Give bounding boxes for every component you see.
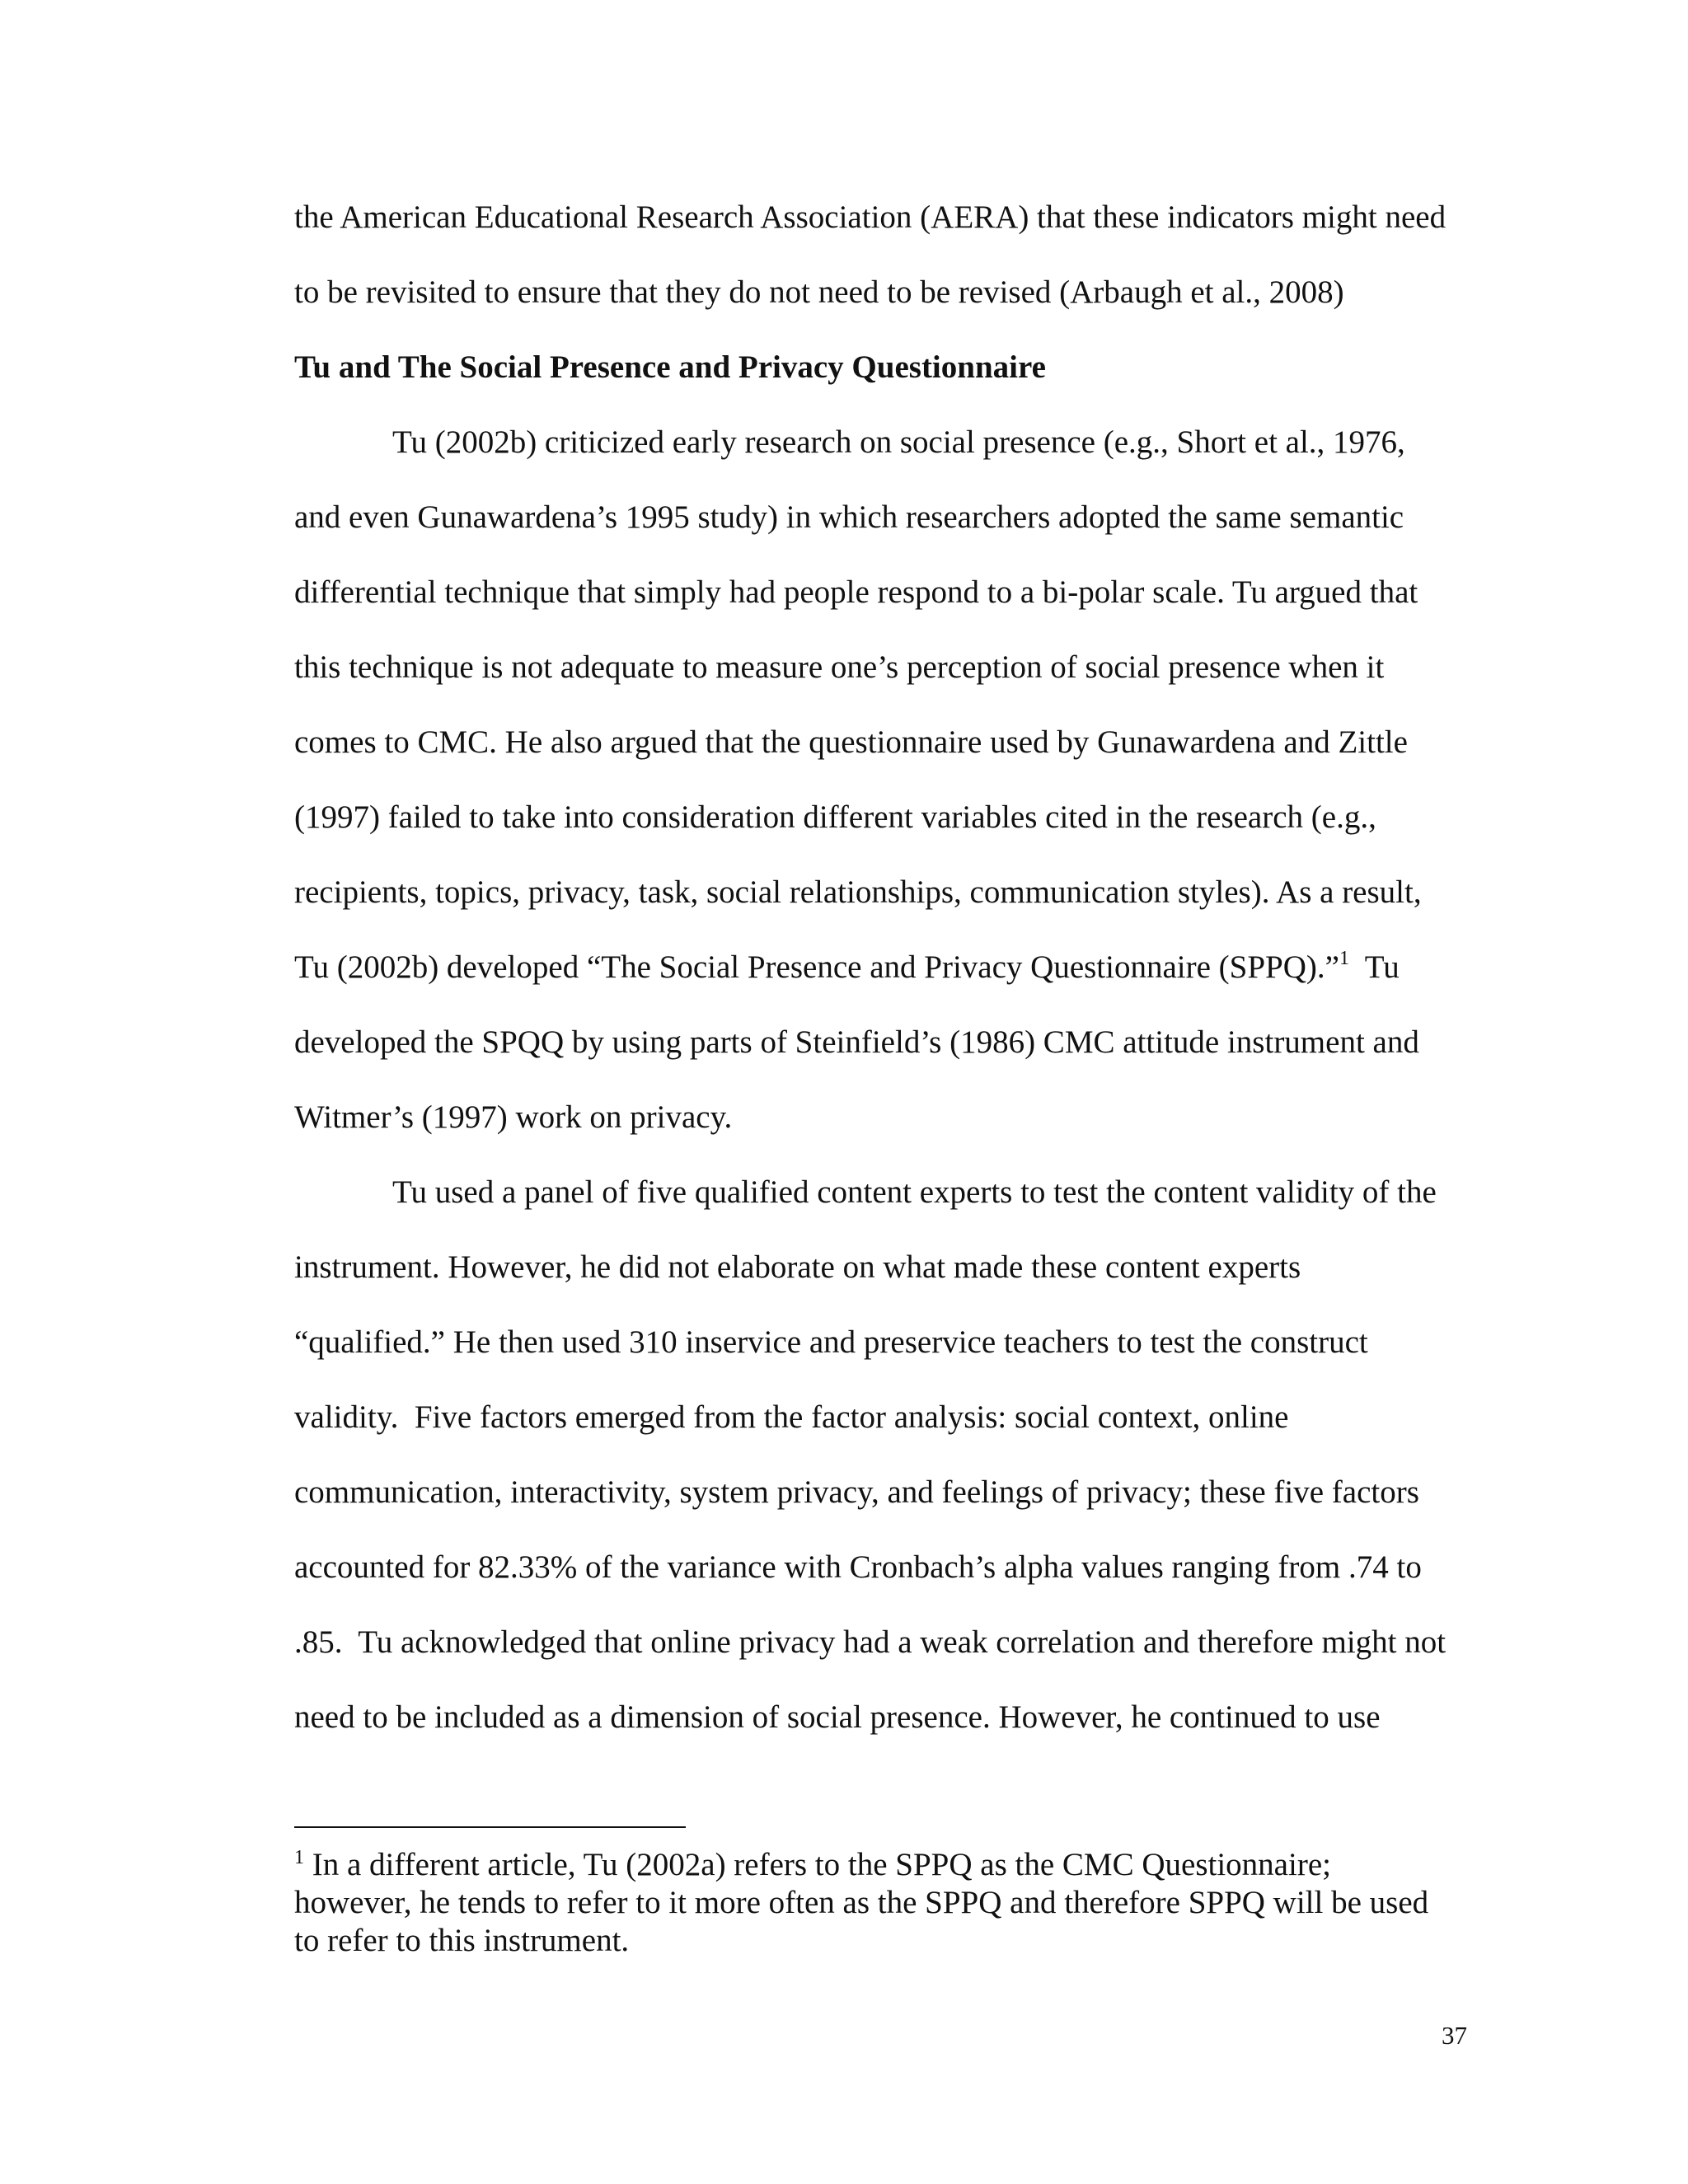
text-line: the American Educational Research Association (AERA) that these indicators might need <box>294 199 1447 235</box>
text-line: this technique is not adequate to measure one’s perception of social presence when it <box>294 649 1385 685</box>
text-segment: Tu (2002b) developed “The Social Presence and Privacy Questionnaire (SPPQ).” <box>294 949 1339 985</box>
text-line: recipients, topics, privacy, task, social relationships, communication styles). As a result, <box>294 874 1422 910</box>
footnote-divider <box>294 1826 686 1828</box>
text-line: communication, interactivity, system privacy, and feelings of privacy; these five factors <box>294 1474 1419 1510</box>
text-line: developed the SPQQ by using parts of Steinfield’s (1986) CMC attitude instrument and <box>294 1024 1419 1060</box>
text-line: differential technique that simply had people respond to a bi-polar scale. Tu argued that <box>294 574 1418 610</box>
footnote-marker: 1 <box>294 1847 304 1868</box>
footnote-text: In a different article, Tu (2002a) refers to the SPPQ as the CMC Questionnaire; <box>304 1847 1331 1882</box>
text-line: and even Gunawardena’s 1995 study) in which researchers adopted the same semantic <box>294 499 1404 535</box>
text-line: accounted for 82.33% of the variance with Cronbach’s alpha values ranging from .74 to <box>294 1549 1422 1585</box>
text-line: Witmer’s (1997) work on privacy. <box>294 1099 733 1135</box>
text-line: “qualified.” He then used 310 inservice and preservice teachers to test the construct <box>294 1324 1368 1360</box>
footnote-line <box>294 1846 1481 1884</box>
text-line-with-footnote <box>294 930 1481 1005</box>
text-line: need to be included as a dimension of social presence. However, he continued to use <box>294 1699 1381 1735</box>
text-line: instrument. However, he did not elaborate on what made these content experts <box>294 1249 1301 1285</box>
text-segment: Tu <box>1348 949 1400 985</box>
footnote-line: to refer to this instrument. <box>294 1923 630 1958</box>
footnote <box>294 1846 1481 1960</box>
text-line: validity. Five factors emerged from the factor analysis: social context, online <box>294 1399 1289 1435</box>
footnote-line: however, he tends to refer to it more often as the SPPQ and therefore SPPQ will be used <box>294 1885 1429 1920</box>
paragraph-first-line: Tu (2002b) criticized early research on social presence (e.g., Short et al., 1976, <box>392 424 1405 460</box>
text-line: (1997) failed to take into consideration different variables cited in the research (e.g., <box>294 799 1376 835</box>
page-number: 37 <box>1442 2021 1467 2050</box>
text-line: to be revisited to ensure that they do not need to be revised (Arbaugh et al., 2008) <box>294 274 1344 310</box>
section-heading: Tu and The Social Presence and Privacy Questionnaire <box>294 349 1046 385</box>
text-line: comes to CMC. He also argued that the questionnaire used by Gunawardena and Zittle <box>294 724 1408 760</box>
footnote-reference: 1 <box>1339 948 1349 969</box>
paragraph-first-line: Tu used a panel of five qualified content experts to test the content validity of the <box>392 1174 1437 1210</box>
text-line: .85. Tu acknowledged that online privacy had a weak correlation and therefore might not <box>294 1624 1447 1660</box>
body-text <box>294 180 1481 1755</box>
